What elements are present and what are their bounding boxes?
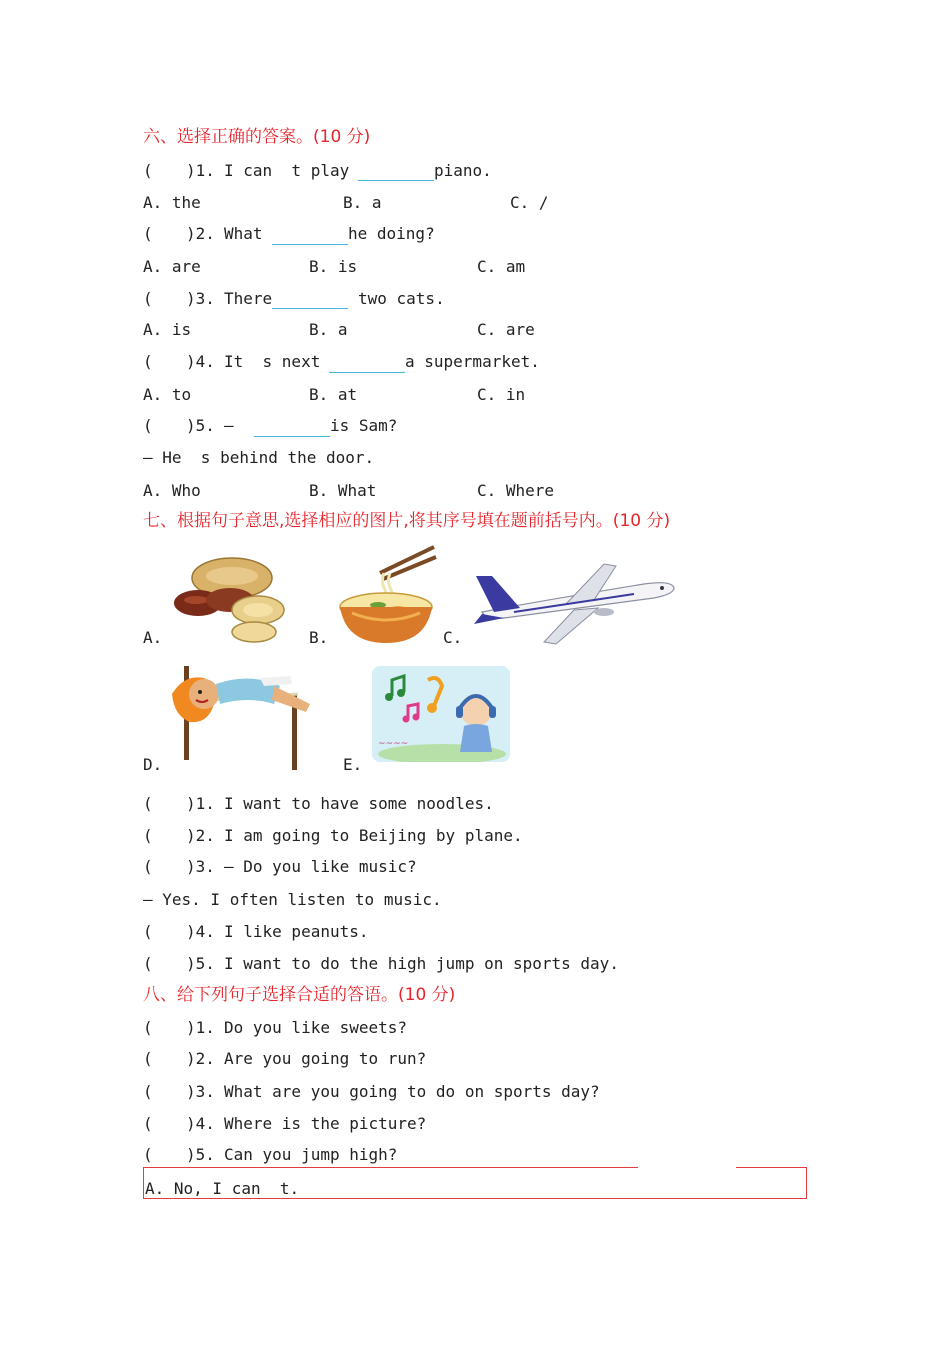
answer-paren[interactable]: ( bbox=[143, 224, 153, 243]
question-number: )5. bbox=[186, 416, 215, 435]
option-b: B. a bbox=[343, 193, 382, 212]
airplane-icon bbox=[474, 560, 678, 646]
high-jump-icon bbox=[170, 664, 318, 772]
question-text: It s next bbox=[224, 352, 321, 371]
question-number: )4. bbox=[186, 1114, 215, 1133]
question-number: )1. bbox=[186, 1018, 215, 1037]
question-number: )2. bbox=[186, 826, 215, 845]
question-text-end: he doing? bbox=[348, 224, 435, 243]
answer-paren[interactable]: ( bbox=[143, 922, 153, 941]
section-6-title: 六、选择正确的答案。(10 分) bbox=[143, 127, 371, 147]
question-dash: — bbox=[224, 416, 234, 435]
answer-paren[interactable]: ( bbox=[143, 1145, 153, 1164]
option-b: B. a bbox=[309, 320, 348, 339]
dialogue-reply: — He s behind the door. bbox=[143, 448, 375, 467]
option-a: A. is bbox=[143, 320, 192, 339]
question-number: )3. bbox=[186, 857, 215, 876]
question-text: What bbox=[224, 224, 263, 243]
question-text-end: two cats. bbox=[358, 289, 445, 308]
answer-paren[interactable]: ( bbox=[143, 352, 153, 371]
question-text: What are you going to do on sports day? bbox=[224, 1082, 600, 1101]
option-a: A. are bbox=[143, 257, 201, 276]
answer-paren[interactable]: ( bbox=[143, 1049, 153, 1068]
question-number: )3. bbox=[186, 289, 215, 308]
question-text: Do you like sweets? bbox=[224, 1018, 408, 1037]
answer-paren[interactable]: ( bbox=[143, 794, 153, 813]
question-text: There bbox=[224, 289, 273, 308]
question-number: )4. bbox=[186, 352, 215, 371]
question-text-end: piano. bbox=[434, 161, 492, 180]
question-text: I like peanuts. bbox=[224, 922, 369, 941]
fill-blank[interactable] bbox=[272, 244, 348, 245]
answer-paren[interactable]: ( bbox=[143, 161, 153, 180]
question-text: I can t play bbox=[224, 161, 350, 180]
answer-paren[interactable]: ( bbox=[143, 1082, 153, 1101]
section-7-title: 七、根据句子意思,选择相应的图片,将其序号填在题前括号内。(10 分) bbox=[143, 511, 671, 531]
option-c: C. Where bbox=[477, 481, 555, 500]
picture-label: D. bbox=[143, 755, 163, 774]
option-a: A. to bbox=[143, 385, 192, 404]
svg-text:~~~~: ~~~~ bbox=[378, 739, 409, 749]
question-number: )5. bbox=[186, 1145, 215, 1164]
fill-blank[interactable] bbox=[254, 436, 330, 437]
question-text-end: a supermarket. bbox=[405, 352, 540, 371]
section-8-title: 八、给下列句子选择合适的答语。(10 分) bbox=[143, 985, 456, 1005]
box-gap bbox=[638, 1165, 736, 1169]
option-b: B. is bbox=[309, 257, 358, 276]
option-b: B. What bbox=[309, 481, 377, 500]
question-number: )1. bbox=[186, 161, 215, 180]
answer-paren[interactable]: ( bbox=[143, 1114, 153, 1133]
question-number: )1. bbox=[186, 794, 215, 813]
option-a: A. the bbox=[143, 193, 201, 212]
question-text: — Do you like music? bbox=[224, 857, 417, 876]
option-a: A. Who bbox=[143, 481, 201, 500]
question-text: Where is the picture? bbox=[224, 1114, 427, 1133]
picture-label: C. bbox=[443, 628, 463, 647]
option-c: C. in bbox=[477, 385, 526, 404]
picture-label: E. bbox=[343, 755, 363, 774]
option-b: B. at bbox=[309, 385, 358, 404]
question-text: I want to do the high jump on sports day. bbox=[224, 954, 619, 973]
answer-paren[interactable]: ( bbox=[143, 289, 153, 308]
question-number: )2. bbox=[186, 1049, 215, 1068]
noodles-icon bbox=[338, 543, 438, 645]
question-number: )3. bbox=[186, 1082, 215, 1101]
answer-paren[interactable]: ( bbox=[143, 1018, 153, 1037]
option-c: C. are bbox=[477, 320, 535, 339]
picture-label: A. bbox=[143, 628, 163, 647]
question-number: )4. bbox=[186, 922, 215, 941]
question-number: )2. bbox=[186, 224, 215, 243]
question-number: )5. bbox=[186, 954, 215, 973]
question-text: I want to have some noodles. bbox=[224, 794, 494, 813]
fill-blank[interactable] bbox=[329, 372, 405, 373]
answer-paren[interactable]: ( bbox=[143, 826, 153, 845]
picture-label: B. bbox=[309, 628, 329, 647]
fill-blank[interactable] bbox=[358, 180, 434, 181]
answer-paren[interactable]: ( bbox=[143, 954, 153, 973]
fill-blank[interactable] bbox=[272, 308, 348, 309]
question-text: Can you jump high? bbox=[224, 1145, 398, 1164]
question-text: Are you going to run? bbox=[224, 1049, 427, 1068]
question-text-end: is Sam? bbox=[330, 416, 398, 435]
peanuts-icon bbox=[170, 548, 292, 644]
option-c: C. / bbox=[510, 193, 549, 212]
music-listening-icon bbox=[372, 666, 510, 762]
question-text: I am going to Beijing by plane. bbox=[224, 826, 523, 845]
option-c: C. am bbox=[477, 257, 526, 276]
answer-option-a: A. No, I can t. bbox=[145, 1179, 300, 1198]
answer-paren[interactable]: ( bbox=[143, 857, 153, 876]
answer-paren[interactable]: ( bbox=[143, 416, 153, 435]
dialogue-reply: — Yes. I often listen to music. bbox=[143, 890, 442, 909]
